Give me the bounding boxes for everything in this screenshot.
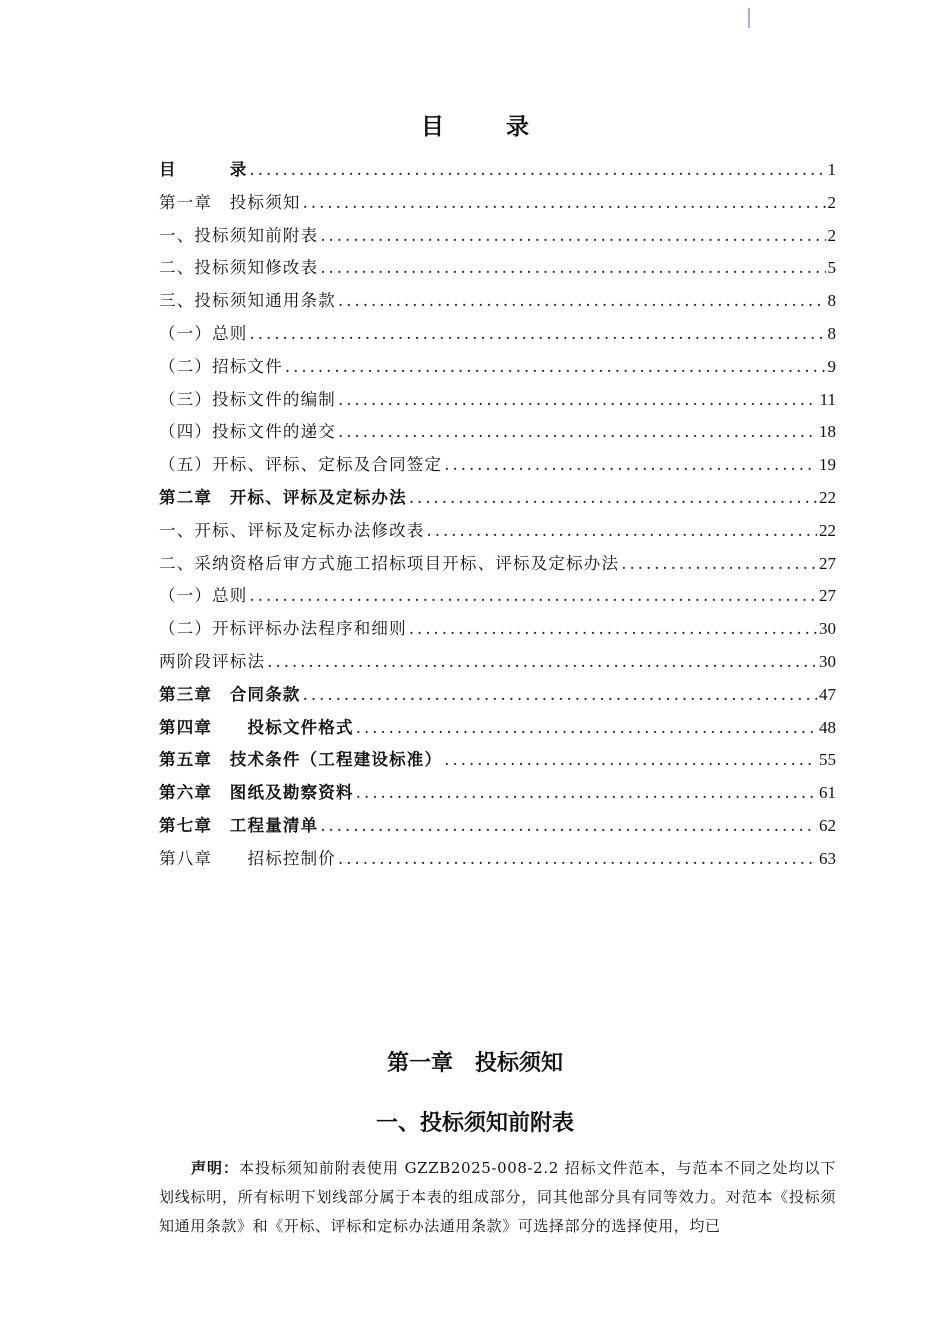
toc-entry[interactable]: [159, 582, 836, 615]
toc-entry-label: 两阶段评标法: [159, 651, 266, 671]
toc-dot-leader: [320, 258, 825, 277]
toc-entry-label: 第四章 投标文件格式: [159, 717, 354, 737]
toc-dot-leader: [427, 521, 818, 540]
toc-entry[interactable]: [159, 615, 836, 648]
toc-entry-label: 二、采纳资格后审方式施工招标项目开标、评标及定标办法: [159, 553, 620, 573]
toc-entry-label: （二）开标评标办法程序和细则: [159, 619, 407, 639]
toc-entry[interactable]: [159, 550, 836, 583]
toc-entry-label: （一）总则: [159, 323, 248, 343]
toc-entry-page: 55: [819, 750, 836, 770]
toc-entry-page: 63: [819, 848, 836, 868]
toc-entry-page: 18: [819, 422, 836, 442]
statement-text: 本投标须知前附表使用 GZZB2025-008-2.2 招标文件范本，与范本不同之处均以下划线标明，所有标明下划线部分属于本表的组成部分，同其他部分具有同等效力。对范本《投标须知通用条款》和《开标、评标和定标办法通用条款》可选择部分的选择使用，均已: [159, 1159, 836, 1235]
toc-entry[interactable]: [159, 812, 836, 845]
toc-dot-leader: [338, 291, 826, 310]
toc-entry-page: 27: [819, 553, 836, 573]
toc-dot-leader: [409, 488, 817, 507]
toc-dot-leader: [267, 652, 817, 671]
toc-dot-leader: [621, 554, 817, 573]
toc-dot-leader: [250, 160, 826, 179]
toc-entry-label: 二、投标须知修改表: [159, 258, 319, 278]
toc-dot-leader: [250, 586, 818, 605]
toc-entry-page: 22: [819, 520, 836, 540]
toc-dot-leader: [356, 783, 817, 802]
toc-entry[interactable]: [159, 451, 836, 484]
toc-entry-label: （三）投标文件的编制: [159, 389, 336, 409]
toc-entry-page: 9: [827, 356, 836, 376]
toc-title-part2: 录: [506, 113, 529, 140]
toc-entry-page: 5: [827, 258, 836, 278]
toc-dot-leader: [444, 455, 817, 474]
toc-entry[interactable]: [159, 254, 836, 287]
toc-dot-leader: [409, 619, 817, 638]
toc-entry-label: 第八章 招标控制价: [159, 848, 336, 868]
toc-entry[interactable]: [159, 779, 836, 812]
text-cursor: [748, 8, 750, 28]
toc-entry[interactable]: [159, 156, 836, 189]
toc-entry[interactable]: [159, 648, 836, 681]
toc-dot-leader: [338, 390, 818, 409]
statement-paragraph: [159, 1154, 836, 1241]
toc-entry-label: 第一章 投标须知: [159, 192, 301, 212]
toc-entry-label: 一、投标须知前附表: [159, 225, 319, 245]
toc-entry-page: 1: [827, 160, 836, 179]
toc-entry-page: 27: [819, 586, 836, 606]
toc-dot-leader: [356, 718, 817, 737]
toc-entry[interactable]: [159, 287, 836, 320]
toc-entry-label: （二）招标文件: [159, 356, 283, 376]
toc-entry[interactable]: [159, 746, 836, 779]
toc-entry[interactable]: [159, 484, 836, 517]
toc-entry-page: 47: [819, 684, 836, 704]
toc-entry-label: （一）总则: [159, 586, 248, 606]
toc-entry[interactable]: [159, 681, 836, 714]
toc-title: [0, 108, 950, 141]
toc-dot-leader: [320, 226, 825, 245]
toc-entry-page: 2: [827, 192, 836, 212]
toc-dot-leader: [250, 324, 826, 343]
toc-entry-page: 30: [819, 619, 836, 639]
toc-entry[interactable]: [159, 222, 836, 255]
toc-entry-page: 8: [827, 323, 836, 343]
toc-entry[interactable]: [159, 418, 836, 451]
toc-entry-page: 48: [819, 717, 836, 737]
toc-dot-leader: [285, 357, 826, 376]
toc-entry-page: 19: [819, 455, 836, 475]
toc-dot-leader: [303, 685, 817, 704]
toc-entry-label: 第三章 合同条款: [159, 684, 301, 704]
toc-entry[interactable]: [159, 714, 836, 747]
toc-dot-leader: [444, 750, 817, 769]
statement-lead: 声明：: [191, 1159, 239, 1177]
toc-entry-label: 第五章 技术条件（工程建设标准）: [159, 750, 443, 770]
toc-entry[interactable]: [159, 845, 836, 878]
toc-dot-leader: [320, 816, 817, 835]
toc-entry-label: （五）开标、评标、定标及合同签定: [159, 455, 443, 475]
toc-entry-page: 11: [819, 389, 836, 409]
toc-entry-page: 2: [827, 225, 836, 245]
toc-entry-page: 30: [819, 651, 836, 671]
toc-entry-label: 第七章 工程量清单: [159, 815, 319, 835]
toc-entry-page: 61: [819, 783, 836, 803]
table-of-contents: [159, 156, 836, 878]
toc-entry-page: 62: [819, 815, 836, 835]
toc-dot-leader: [338, 849, 817, 868]
section-heading: 一、投标须知前附表: [375, 1110, 574, 1136]
toc-entry[interactable]: [159, 353, 836, 386]
toc-entry-page: 8: [827, 291, 836, 311]
toc-entry-label: 三、投标须知通用条款: [159, 291, 336, 311]
toc-entry-page: 22: [819, 487, 836, 507]
toc-entry-label: 第二章 开标、评标及定标办法: [159, 487, 407, 507]
toc-entry[interactable]: [159, 189, 836, 222]
toc-entry-label: 第六章 图纸及勘察资料: [159, 783, 354, 803]
toc-entry-label: 目 录: [159, 160, 248, 179]
toc-entry[interactable]: [159, 320, 836, 353]
toc-title-part1: 目: [421, 113, 444, 140]
toc-entry-label: 一、开标、评标及定标办法修改表: [159, 520, 425, 540]
toc-entry-label: （四）投标文件的递交: [159, 422, 336, 442]
toc-entry[interactable]: [159, 386, 836, 419]
toc-entry[interactable]: [159, 517, 836, 550]
toc-dot-leader: [338, 422, 817, 441]
chapter-heading: 第一章 投标须知: [386, 1050, 563, 1076]
toc-dot-leader: [303, 193, 826, 212]
